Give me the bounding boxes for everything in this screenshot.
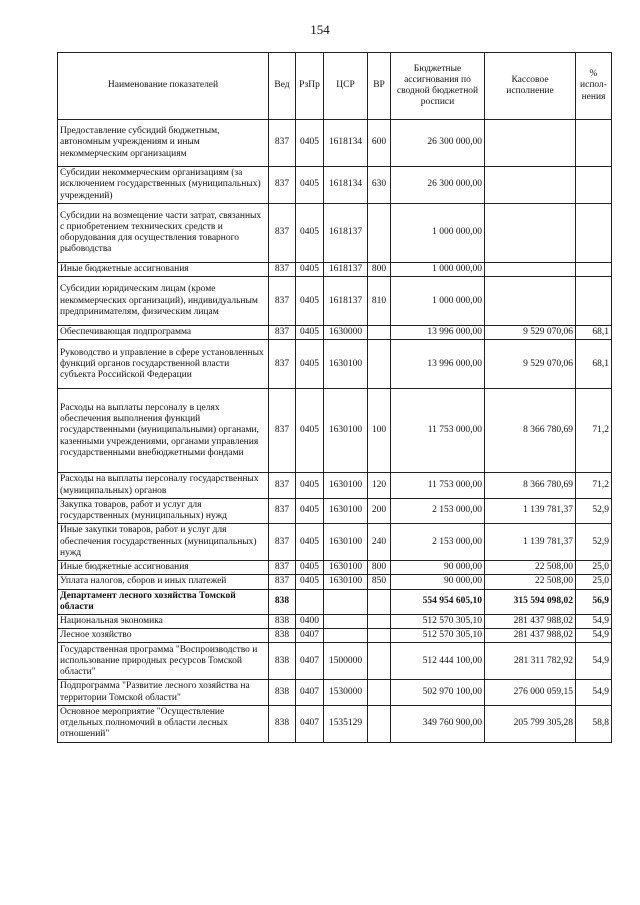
cell-name: Иные бюджетные ассигнования [58, 561, 269, 575]
cell-cash: 9 529 070,06 [485, 326, 576, 340]
cell-cash: 281 437 988,02 [485, 615, 576, 629]
cell-cash: 9 529 070,06 [485, 340, 576, 389]
cell-vr [368, 589, 391, 614]
cell-budget: 90 000,00 [391, 575, 485, 589]
cell-name: Основное мероприятие "Осуществление отдельных полномочий в области лесных отношений" [58, 705, 269, 742]
cell-rzpr: 0405 [296, 524, 324, 561]
table-row [58, 473, 612, 498]
table-row [58, 561, 612, 575]
cell-budget: 349 760 900,00 [391, 705, 485, 742]
cell-name: Иные бюджетные ассигнования [58, 263, 269, 277]
cell-vr: 810 [368, 277, 391, 326]
cell-csr: 1535129 [324, 705, 368, 742]
cell-pct: 25,0 [576, 575, 612, 589]
cell-cash [485, 204, 576, 263]
cell-budget: 512 570 305,10 [391, 615, 485, 629]
cell-vr: 100 [368, 389, 391, 473]
cell-csr: 1500000 [324, 643, 368, 680]
header-rzpr: РзПр [296, 53, 324, 120]
cell-pct: 54,9 [576, 680, 612, 705]
cell-pct [576, 120, 612, 167]
cell-csr [324, 615, 368, 629]
cell-rzpr: 0405 [296, 389, 324, 473]
cell-ved: 837 [269, 326, 296, 340]
table-row [58, 589, 612, 614]
cell-ved: 838 [269, 680, 296, 705]
header-cash: Кассовое исполнение [485, 53, 576, 120]
cell-ved: 837 [269, 263, 296, 277]
cell-ved: 838 [269, 629, 296, 643]
cell-vr: 800 [368, 263, 391, 277]
cell-cash [485, 120, 576, 167]
page-number: 154 [310, 22, 330, 37]
cell-rzpr: 0405 [296, 473, 324, 498]
cell-csr: 1630100 [324, 524, 368, 561]
cell-budget: 1 000 000,00 [391, 204, 485, 263]
cell-pct: 71,2 [576, 473, 612, 498]
cell-ved: 837 [269, 473, 296, 498]
cell-vr [368, 643, 391, 680]
cell-name: Иные закупки товаров, работ и услуг для обеспечения государственных (муниципальных) нужд [58, 524, 269, 561]
cell-name: Государственная программа "Воспроизводство и использование природных ресурсов Томской области" [58, 643, 269, 680]
cell-name: Предоставление субсидий бюджетным, автономным учреждениям и иным некоммерческим организациям [58, 120, 269, 167]
cell-pct: 54,9 [576, 629, 612, 643]
cell-rzpr: 0405 [296, 561, 324, 575]
cell-pct [576, 167, 612, 204]
cell-cash: 22 508,00 [485, 575, 576, 589]
table-row [58, 498, 612, 523]
cell-ved: 838 [269, 589, 296, 614]
cell-name: Закупка товаров, работ и услуг для государственных (муниципальных) нужд [58, 498, 269, 523]
cell-pct [576, 263, 612, 277]
cell-name: Подпрограмма "Развитие лесного хозяйства на территории Томской области" [58, 680, 269, 705]
cell-name: Руководство и управление в сфере установленных функций органов государственной власти субъекта Российской Федерации [58, 340, 269, 389]
cell-csr: 1630100 [324, 340, 368, 389]
cell-name: Расходы на выплаты персоналу в целях обеспечения выполнения функций государственными (муниципальными) органами, казенными учреждениями, органами управления государственными внебюджетными фондами [58, 389, 269, 473]
cell-budget: 512 444 100,00 [391, 643, 485, 680]
cell-cash: 8 366 780,69 [485, 389, 576, 473]
cell-pct: 58,8 [576, 705, 612, 742]
cell-pct: 68,1 [576, 326, 612, 340]
cell-budget: 13 996 000,00 [391, 340, 485, 389]
cell-budget: 502 970 100,00 [391, 680, 485, 705]
cell-cash: 8 366 780,69 [485, 473, 576, 498]
cell-csr: 1618134 [324, 167, 368, 204]
cell-name: Расходы на выплаты персоналу государственных (муниципальных) органов [58, 473, 269, 498]
cell-cash: 1 139 781,37 [485, 498, 576, 523]
cell-cash: 281 437 988,02 [485, 629, 576, 643]
cell-ved: 837 [269, 389, 296, 473]
cell-csr: 1630100 [324, 561, 368, 575]
cell-rzpr: 0405 [296, 277, 324, 326]
cell-vr: 850 [368, 575, 391, 589]
cell-csr: 1618137 [324, 277, 368, 326]
cell-budget: 26 300 000,00 [391, 120, 485, 167]
cell-rzpr: 0405 [296, 204, 324, 263]
cell-rzpr: 0405 [296, 167, 324, 204]
cell-budget: 512 570 305,10 [391, 629, 485, 643]
cell-ved: 837 [269, 340, 296, 389]
cell-name: Обеспечивающая подпрограмма [58, 326, 269, 340]
cell-name: Субсидии на возмещение части затрат, связанных с приобретением технических средств и оборудования для осуществления товарного рыбоводства [58, 204, 269, 263]
cell-ved: 837 [269, 277, 296, 326]
cell-ved: 837 [269, 204, 296, 263]
cell-csr: 1618137 [324, 204, 368, 263]
header-csr: ЦСР [324, 53, 368, 120]
cell-budget: 1 000 000,00 [391, 263, 485, 277]
cell-pct: 25,0 [576, 561, 612, 575]
cell-pct: 52,9 [576, 498, 612, 523]
cell-vr: 600 [368, 120, 391, 167]
budget-table [57, 52, 612, 743]
cell-ved: 838 [269, 705, 296, 742]
cell-csr: 1618134 [324, 120, 368, 167]
cell-vr [368, 615, 391, 629]
cell-pct: 52,9 [576, 524, 612, 561]
cell-ved: 837 [269, 524, 296, 561]
table-row [58, 680, 612, 705]
cell-name: Субсидии юридическим лицам (кроме некоммерческих организаций), индивидуальным предпринимателям, физическим лицам [58, 277, 269, 326]
cell-vr [368, 326, 391, 340]
table-row [58, 615, 612, 629]
cell-vr [368, 340, 391, 389]
cell-cash: 281 311 782,92 [485, 643, 576, 680]
cell-ved: 837 [269, 575, 296, 589]
cell-vr: 800 [368, 561, 391, 575]
table-row [58, 120, 612, 167]
header-name: Наименование показателей [58, 53, 269, 120]
table-row [58, 167, 612, 204]
cell-cash: 22 508,00 [485, 561, 576, 575]
table-row [58, 326, 612, 340]
cell-budget: 26 300 000,00 [391, 167, 485, 204]
cell-csr: 1630100 [324, 473, 368, 498]
cell-budget: 2 153 000,00 [391, 498, 485, 523]
table-row [58, 705, 612, 742]
header-row [58, 53, 612, 120]
cell-budget: 11 753 000,00 [391, 389, 485, 473]
table-row [58, 524, 612, 561]
cell-name: Субсидии некоммерческим организациям (за исключением государственных (муниципальных) учреждений) [58, 167, 269, 204]
cell-csr: 1618137 [324, 263, 368, 277]
cell-pct: 54,9 [576, 643, 612, 680]
cell-csr: 1630100 [324, 575, 368, 589]
cell-rzpr: 0405 [296, 326, 324, 340]
cell-rzpr [296, 589, 324, 614]
cell-budget: 11 753 000,00 [391, 473, 485, 498]
cell-pct [576, 277, 612, 326]
table-row [58, 389, 612, 473]
table-row [58, 643, 612, 680]
cell-vr [368, 629, 391, 643]
cell-cash: 276 000 059,15 [485, 680, 576, 705]
cell-csr: 1630000 [324, 326, 368, 340]
cell-vr: 120 [368, 473, 391, 498]
cell-cash [485, 263, 576, 277]
table-row [58, 263, 612, 277]
cell-budget: 90 000,00 [391, 561, 485, 575]
table-row [58, 340, 612, 389]
cell-cash [485, 167, 576, 204]
cell-csr: 1630100 [324, 389, 368, 473]
cell-csr [324, 589, 368, 614]
cell-rzpr: 0407 [296, 643, 324, 680]
cell-rzpr: 0405 [296, 120, 324, 167]
cell-ved: 837 [269, 120, 296, 167]
cell-vr [368, 204, 391, 263]
cell-csr [324, 629, 368, 643]
table-row [58, 204, 612, 263]
cell-name: Департамент лесного хозяйства Томской области [58, 589, 269, 614]
cell-rzpr: 0400 [296, 615, 324, 629]
cell-csr: 1530000 [324, 680, 368, 705]
cell-pct: 56,9 [576, 589, 612, 614]
cell-cash: 205 799 305,28 [485, 705, 576, 742]
cell-vr [368, 705, 391, 742]
cell-ved: 837 [269, 167, 296, 204]
cell-pct: 71,2 [576, 389, 612, 473]
cell-vr: 630 [368, 167, 391, 204]
cell-rzpr: 0405 [296, 575, 324, 589]
table-row [58, 575, 612, 589]
header-vr: ВР [368, 53, 391, 120]
cell-cash: 315 594 098,02 [485, 589, 576, 614]
cell-ved: 837 [269, 498, 296, 523]
table-row [58, 277, 612, 326]
header-budget: Бюджетные ассигнования по сводной бюджетной росписи [391, 53, 485, 120]
header-ved: Вед [269, 53, 296, 120]
cell-pct [576, 204, 612, 263]
cell-rzpr: 0405 [296, 263, 324, 277]
table-row [58, 629, 612, 643]
cell-name: Лесное хозяйство [58, 629, 269, 643]
cell-vr: 200 [368, 498, 391, 523]
cell-vr: 240 [368, 524, 391, 561]
header-pct: % испол-нения [576, 53, 612, 120]
cell-budget: 2 153 000,00 [391, 524, 485, 561]
cell-ved: 837 [269, 561, 296, 575]
cell-rzpr: 0407 [296, 629, 324, 643]
cell-budget: 13 996 000,00 [391, 326, 485, 340]
cell-pct: 68,1 [576, 340, 612, 389]
cell-name: Уплата налогов, сборов и иных платежей [58, 575, 269, 589]
cell-pct: 54,9 [576, 615, 612, 629]
cell-cash [485, 277, 576, 326]
cell-rzpr: 0407 [296, 705, 324, 742]
cell-budget: 554 954 605,10 [391, 589, 485, 614]
cell-rzpr: 0405 [296, 498, 324, 523]
cell-budget: 1 000 000,00 [391, 277, 485, 326]
cell-name: Национальная экономика [58, 615, 269, 629]
cell-rzpr: 0407 [296, 680, 324, 705]
cell-ved: 838 [269, 615, 296, 629]
cell-cash: 1 139 781,37 [485, 524, 576, 561]
cell-ved: 838 [269, 643, 296, 680]
cell-vr [368, 680, 391, 705]
cell-csr: 1630100 [324, 498, 368, 523]
cell-rzpr: 0405 [296, 340, 324, 389]
